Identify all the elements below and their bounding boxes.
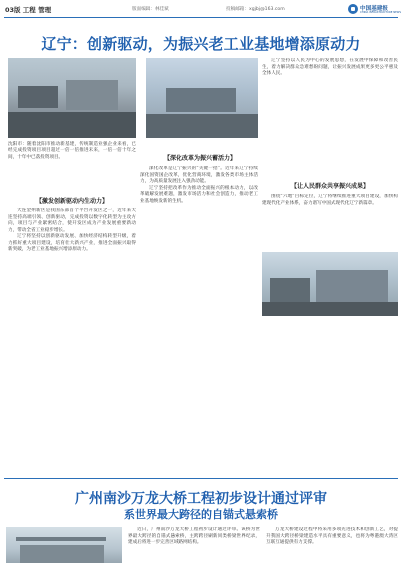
story1-photo-right [262, 252, 398, 316]
story2-column-1 [128, 527, 260, 563]
story-divider [4, 478, 398, 479]
story1-paragraph: 深化改革是辽宁振兴的“关键一招”。近年来辽宁持续深化国资国企改革，优化营商环境，激发各类市场主体活力，为高质量发展注入强劲动能。 [140, 166, 258, 184]
story1-headline: 辽宁：创新驱动，为振兴老工业基地增添原动力 [41, 35, 361, 53]
section-label: 03版 工程 管理 [5, 6, 52, 14]
story1-column-2 [140, 166, 258, 476]
story1-column-1 [8, 208, 136, 476]
story2-headline: 广州南沙万龙大桥工程初步设计通过评审 [75, 491, 327, 507]
story1-column-3-top [262, 58, 398, 176]
story1-paragraph: 辽宁坚持以人民为中心的发展思想，在发展中保障和改善民生，着力解决群众急难愁盼问题，让振兴发展成果更多更公平惠及全体人民。 [262, 58, 398, 76]
story1-column-3-mid [262, 194, 398, 248]
story2-subheadline: 系世界最大跨径的自锚式悬索桥 [124, 508, 278, 521]
newspaper-logo [348, 4, 400, 16]
story1-paragraph: 围绕“六地”目标定位，辽宁将继续推进重大项目建设，加快构建现代化产业体系，奋力谱写中国式现代化辽宁新篇章。 [262, 194, 398, 206]
masthead-rule [4, 17, 398, 18]
photo-caption: 沈阳市：随着沈阳市推动新基建，传统制造业强企业来看，已经完成投资项目项目超过一倍一倍推进未来，一倍一倍十年之间，十年中已落投资项目。 [8, 142, 136, 160]
story1-paragraph: 大连金州新区是我国东部首个平台开发区之一，近年来大连坚持高端引领、创新驱动，完成投资以数字化转型为主攻方向，项目与产业紧密结合，使开发区成为产业发展重要新动力，带动全省工业稳步增长。 [8, 208, 136, 233]
subhead-innovation: 【激发创新驱动内生动力】 [35, 198, 108, 205]
subhead-people: 【让人民群众共享振兴成果】 [290, 183, 369, 190]
subhead-reform: 【深化改革为振兴蓄活力】 [163, 155, 236, 162]
story2-paragraph: 万龙大桥建设过程中将采用多项先进技术和创新工艺，对提升我国大跨径桥梁建造水平具有重要意义，也将为粤港澳大湾区互联互通提供有力支撑。 [266, 527, 398, 545]
logo-name: 中国基建报 [360, 6, 388, 12]
editor-line: 版面编辑：林佳斌 [132, 7, 169, 12]
story1-paragraph: 辽宁坚持把改革作为推动全面振兴的根本动力，以改革破解发展难题，激发市场活力和社会创造力，推动老工业基地焕发新的生机。 [140, 185, 258, 204]
contact-line: 投稿邮箱：xgjbj@163.com [226, 7, 285, 12]
story1-paragraph: 辽宁将坚持以创新驱动发展、加快经济结构转型升级，着力抓好重大项目建设，培育壮大新兴产业，推进全面振兴取得新突破，为老工业基地振兴增添原动力。 [8, 234, 136, 252]
story1-photo-secondary [146, 58, 258, 138]
logo-mark-icon [348, 4, 358, 14]
story2-column-2 [266, 527, 398, 563]
story2-paragraph: 近日，广州南沙万龙大桥工程初步设计通过评审。该桥为世界最大跨径的自锚式悬索桥，主跨跨径刷新同类桥梁世界纪录，建成后将进一步完善区域路网结构。 [128, 527, 260, 545]
logo-english: CHINA INFRASTRUCTURE NEWS [360, 11, 402, 14]
story2-photo [6, 527, 122, 563]
story1-photo-main [8, 58, 136, 138]
